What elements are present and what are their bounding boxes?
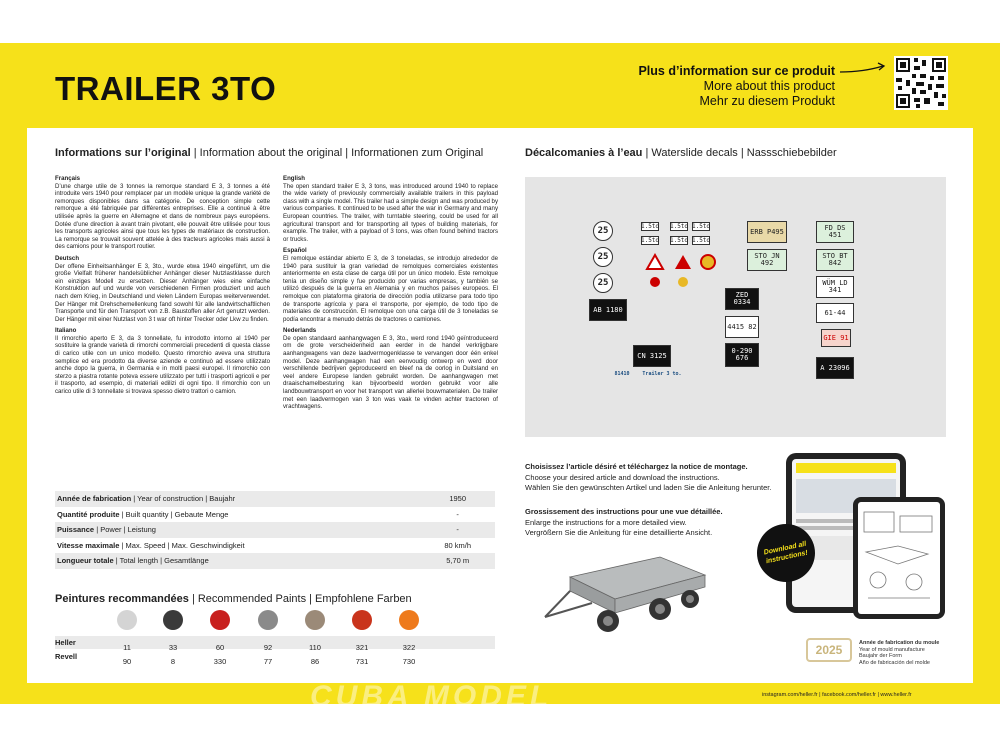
paint-swatch (399, 610, 419, 630)
espanol-text: El remolque estándar abierto E 3, de 3 toneladas, se introdujo alrededor de 1940 para sustituir la gran variedad de remolques comerciales existentes anteriormente en esta clase de carga útil por un único modelo. Este remolque tenía un diseño simple y fue producido por varias empresas, y también se utilizó después de la guerra en Alemania y en muchos países europeos. El remolque con plataforma giratoria de dirección podía utilizarse para todo tipo de transporte agrícola y para el transporte, por ejemplo, de todo tipo de materiales de construcción. El remolque con una carga útil de 3 toneladas se podía encontrar a menudo detrás de tractores o camiones. (283, 254, 498, 323)
paints-title (55, 593, 412, 605)
decal-plate-fd: FD DS 451 (816, 221, 854, 243)
francais-text: D’une charge utile de 3 tonnes la remorque standard E 3, 3 tonnes a été introduite vers 1940 pour remplacer par un modèle unique la grande variété de remorques disponibles dans sa catégorie. De conception simple cette remorque a été fabriquée par différentes entreprises. Elle a continué à être utilisée après la guerre en Allemagne et dans de nombreux pays européens. Dotée d’une direction à avant train pivotant, elle pouvait être utilisée pour tous les transports agricoles ainsi que tous les types de matériaux de construction. La remorque se trouvait souvent attelée à des tracteurs agricoles mais aussi à des camions pour le transport routier. (55, 182, 270, 251)
spec-label: Longueur totale (57, 556, 114, 566)
espanol-label: Español (283, 247, 307, 255)
paint-swatch (163, 610, 183, 630)
revell-label: Revell (55, 652, 78, 661)
spec-row (55, 538, 495, 554)
spec-value: - (456, 525, 459, 535)
decals-title (525, 147, 837, 159)
deutsch-text: Der offene Einheitsanhänger E 3, 3to., wurde etwa 1940 eingeführt, um die große Vielfalt früherer handelsüblicher Anhänger dieser Nutzlastklasse durch ein einziges Modell zu ersetzen. Dieser Anhänger wies eine einfache Konstruktion auf und wurde von verschiedenen Firmen produziert und auch nach dem Krieg, in Deutschland und vielen Ländern Europas weiterverwendet. Der Hänger mit Drehschemellenkung fand sowohl für alle landwirtschaftlichen Transporte und für den Transport von z.B. Baustoffen aller Art genutzt werden. Der Hänger mit einer Nutzlast von 3 t war oft hinter Trecker oder Lkw zu finden. (55, 262, 270, 323)
heller-paint-number: 33 (168, 642, 178, 652)
more-info-de: Mehr zu diesem Produkt (699, 94, 835, 108)
revell-paint-number: 77 (263, 656, 273, 666)
revell-paint-number: 8 (170, 656, 176, 666)
instructions-line2: Choose your desired article and download the instructions. (525, 472, 720, 482)
decal-plate-cn: CN 3125 (633, 345, 671, 367)
decal-plate-wum: WÜM LD 341 (816, 276, 854, 298)
decals-title-bold: Décalcomanies à l’eau (525, 147, 643, 159)
italiano-text: Il rimorchio aperto E 3, da 3 tonnellate, fu introdotto intorno al 1940 per sostituire la grande varietà di rimorchi commerciali precedenti di questa classe di carico utile con un unico modello. Questo rimorchio aveva una struttura semplice ed era prodotto da diverse aziende e continuò ad essere utilizzato anche dopo la guerra, in Germania e in molti paesi europei. Il rimorchio con sterzo a piastra rotante poteva essere utilizzato per tutti i trasporti agricoli e per il trasporto, ad esempio, di materiali edilizi di ogni tipo. Il rimorchio con un carico utile di 3 tonnellate si trovava spesso dietro trattori o camion. (55, 334, 270, 396)
paint-swatch (352, 610, 372, 630)
decal-plate-erb: ERB P495 (747, 221, 787, 243)
decal-plate-6144: 61-44 (816, 303, 854, 323)
revell-row (55, 650, 495, 666)
heller-paint-number: 110 (309, 642, 321, 652)
paints-title-rest: | Recommended Paints | Empfohlene Farben (188, 593, 412, 605)
english-text: The open standard trailer E 3, 3 tons, was introduced around 1940 to replace the wide variety of previously commercially available trailers in this payload class with a single model. This trailer had a simple design and was produced by various companies. It continued to be used after the war in Germany and many European countries. The trailer, with turntable steering, could be used for all agricultural transport and for transporting all types of building materials, for example. The trailer, with a payload of 3 tons, was often found behind tractors or trucks. (283, 182, 498, 243)
decal-plate-a: A 23096 (816, 357, 854, 379)
italiano-label: Italiano (55, 327, 77, 335)
heller-paint-number: 60 (215, 642, 225, 652)
original-info-title-rest: | Information about the original | Informationen zum Original (190, 147, 484, 159)
decal-speed-25: 25 (593, 221, 613, 241)
more-info-block (638, 64, 835, 109)
decals-title-rest: | Waterslide decals | Nassschiebebilder (642, 147, 837, 159)
original-info-title-fr: Informations sur l’original (55, 147, 191, 159)
decal-sheet (525, 177, 946, 437)
decal-speed-25: 25 (593, 273, 613, 293)
heller-paint-number: 11 (123, 642, 131, 652)
spec-value: - (456, 509, 459, 519)
text-column-left (55, 175, 270, 396)
paint-swatch (258, 610, 278, 630)
revell-paint-number: 90 (122, 656, 132, 666)
decal-weight: 1.5to (691, 236, 711, 244)
more-info-en: More about this product (703, 79, 835, 93)
english-label: English (283, 175, 306, 182)
mould-year-text (859, 640, 939, 666)
watermark: CUBA MODEL (310, 680, 553, 713)
spec-value: 1950 (449, 494, 467, 504)
mould-line4: Año de fabricación del molde (859, 659, 930, 666)
mould-line3: Baujahr der Form (859, 653, 902, 659)
spec-row (55, 491, 495, 507)
decal-plate-sto: STO JN 492 (747, 249, 787, 271)
spec-row (55, 553, 495, 569)
spec-value: 80 km/h (444, 540, 472, 550)
original-info-title (55, 147, 483, 159)
paints-title-bold: Peintures recommandées (55, 593, 189, 605)
decal-weight: 1.5to (669, 236, 689, 244)
heller-paint-number: 322 (402, 642, 416, 652)
nederlands-text: De open standaard aanhangwagen E 3, 3to., werd rond 1940 geïntroduceerd om de grote verscheidenheid aan eerder in de handel verkrijgbare aanhangwagens van deze laadvermogenklasse te vervangen door één enkel model. Deze aanhangwagen had een eenvoudig ontwerp en werd door verschillende bedrijven geproduceerd en bleef na de oorlog in Duitsland en veel andere Europese landen gebruikt worden. De aanhangwagen met draaischamelbesturing kan bijvoorbeeld worden gebruikt voor alle landbouwtransport en voor het transport van allerlei bouwmaterialen. De trailer met een laadvermogen van 3 ton was vaak te vinden achter tractoren of vrachtwagens. (283, 334, 498, 411)
paint-swatch (305, 610, 325, 630)
footer-social-links[interactable]: instagram.com/heller.fr | facebook.com/heller.fr | www.heller.fr (762, 692, 912, 698)
spec-row (55, 522, 495, 538)
decal-speed-25: 25 (593, 247, 613, 267)
decal-plate-gie: GIE 91 (821, 329, 851, 347)
mould-line1: Année de fabrication du moule (859, 640, 940, 646)
more-info-fr: Plus d’information sur ce produit (638, 64, 835, 78)
spec-label: Année de fabrication (57, 494, 132, 504)
mould-line2: Year of mould manufacture (859, 646, 925, 653)
revell-paint-number: 330 (213, 656, 227, 666)
deutsch-label: Deutsch (55, 254, 80, 262)
spec-row (55, 507, 495, 523)
decal-plate-ab: AB 1180 (589, 299, 627, 321)
instructions-line3: Wählen Sie den gewünschten Artikel und laden Sie die Anleitung herunter. (525, 483, 772, 492)
revell-paint-number: 86 (310, 656, 320, 666)
text-column-right (283, 175, 498, 411)
mould-year-badge: 2025 (806, 638, 852, 662)
decal-trailer-name: Trailer 3 to. (642, 370, 682, 377)
spec-label-rest: | Total length | Gesamtlänge (113, 556, 209, 566)
paint-swatch (210, 610, 230, 630)
decal-weight: 1.5to (640, 236, 660, 244)
heller-paint-number: 92 (263, 642, 273, 652)
download-instructions-badge[interactable]: Download all instructions! (752, 519, 821, 588)
decal-weight: 1.5to (669, 222, 689, 230)
spec-label: Vitesse maximale (57, 540, 120, 550)
spec-label-rest: | Year of construction | Baujahr (131, 494, 236, 504)
nederlands-label: Nederlands (283, 327, 317, 335)
instructions-download (525, 462, 785, 494)
revell-paint-number: 730 (402, 656, 416, 666)
decal-weight: 1.5to (691, 222, 711, 230)
decal-plate-0290: 0-290 676 (725, 343, 759, 367)
instructions-line1: Choisissez l’article désiré et téléchargez la notice de montage. (525, 462, 748, 471)
warning-signs-icon (645, 253, 725, 289)
revell-paint-number: 731 (355, 656, 369, 666)
qr-code-icon[interactable] (894, 56, 948, 110)
heller-label: Heller (55, 638, 76, 647)
decal-code: 81410 (614, 370, 630, 377)
paint-swatch (117, 610, 137, 630)
francais-label: Français (55, 175, 81, 182)
spec-label-rest: | Max. Speed | Max. Geschwindigkeit (119, 540, 245, 550)
decal-plate-sto2: STO BT 842 (816, 249, 854, 271)
spec-label: Puissance (57, 525, 95, 535)
specs-table (55, 491, 495, 569)
spec-label: Quantité produite (57, 509, 120, 519)
spec-value: 5,70 m (446, 556, 470, 566)
heller-row (55, 636, 495, 652)
instructions-line5: Enlarge the instructions for a more detailed view. (525, 517, 687, 527)
arrow-icon (838, 60, 888, 80)
heller-paint-number: 321 (355, 642, 369, 652)
trailer-illustration (540, 547, 715, 642)
product-title: TRAILER 3TO (55, 70, 277, 107)
spec-label-rest: | Power | Leistung (94, 525, 156, 535)
decal-weight: 1.5to (640, 222, 660, 230)
instructions-enlarge (525, 507, 785, 539)
instructions-line4: Grossissement des instructions pour une vue détaillée. (525, 507, 723, 516)
instructions-line6: Vergrößern Sie die Anleitung für eine detaillierte Ansicht. (525, 528, 713, 537)
decal-plate-zed: ZED 0334 (725, 288, 759, 310)
tablet-instructions-image (853, 497, 945, 619)
decal-plate-4415: 4415 82 (725, 316, 759, 338)
spec-label-rest: | Built quantity | Gebaute Menge (119, 509, 229, 519)
